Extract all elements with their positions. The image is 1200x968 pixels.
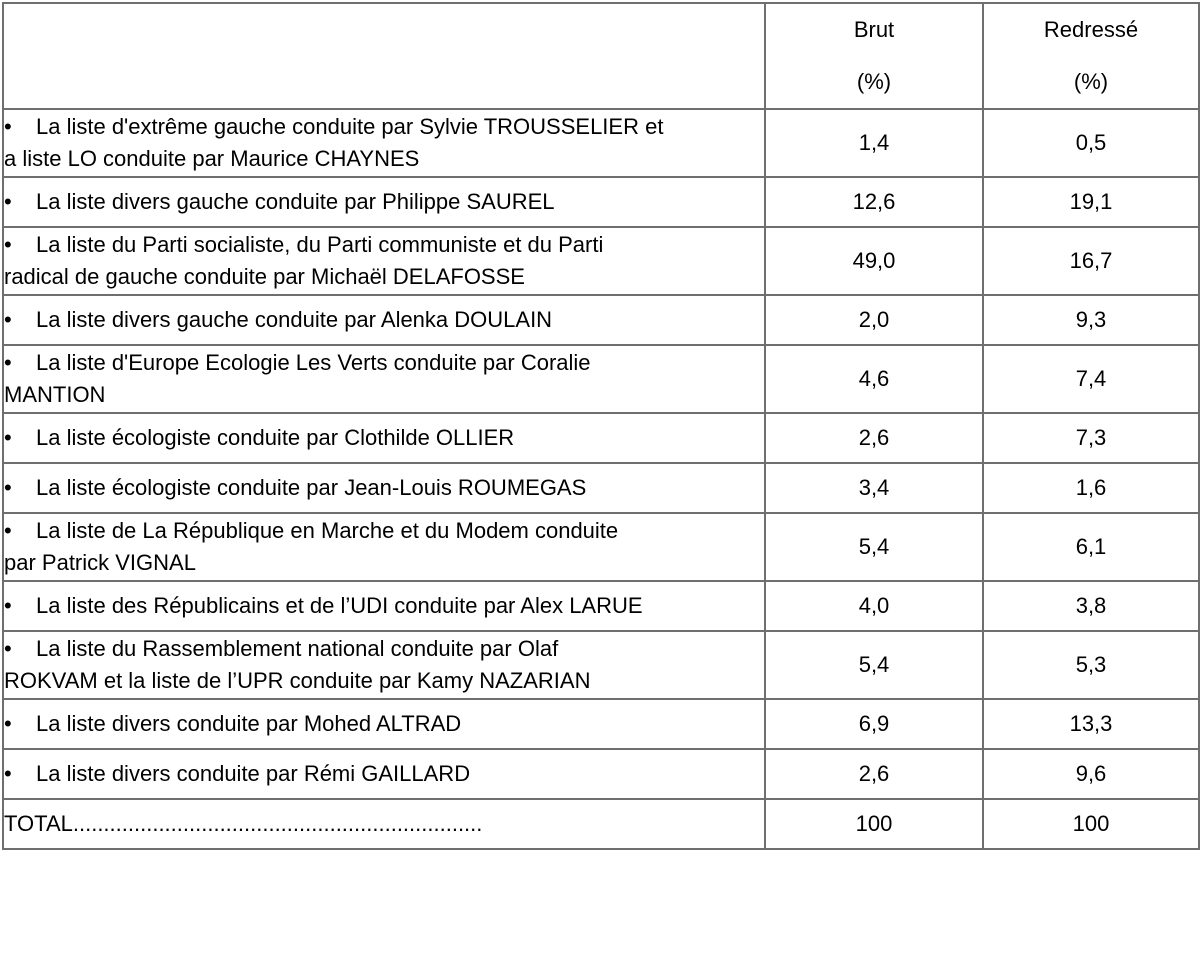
- list-label-cell: [3, 749, 765, 799]
- list-label-text: [36, 111, 764, 143]
- table-row: [3, 699, 1199, 749]
- total-brut: 100: [765, 799, 983, 849]
- redresse-value: 7,3: [983, 413, 1199, 463]
- list-label-text: [36, 229, 764, 261]
- header-brut-unit: (%): [856, 69, 892, 94]
- bullet-icon: •: [4, 189, 12, 214]
- bullet-icon: •: [4, 593, 12, 618]
- list-label-line-2: a liste LO conduite par Maurice CHAYNES: [4, 146, 420, 171]
- list-item: [4, 472, 764, 504]
- redresse-value: 3,8: [983, 581, 1199, 631]
- brut-value: 1,4: [765, 109, 983, 177]
- table-row: [3, 345, 1199, 413]
- bullet-icon: •: [4, 425, 12, 450]
- table-row: [3, 227, 1199, 295]
- list-label-cell: [3, 581, 765, 631]
- table-row: [3, 749, 1199, 799]
- list-item: [4, 590, 764, 622]
- redresse-value: 16,7: [983, 227, 1199, 295]
- header-redresse: [983, 3, 1199, 109]
- list-item: [4, 229, 764, 261]
- brut-value: 5,4: [765, 513, 983, 581]
- total-redresse: 100: [983, 799, 1199, 849]
- list-label-cell: [3, 413, 765, 463]
- redresse-value: 19,1: [983, 177, 1199, 227]
- list-item: [4, 111, 764, 143]
- redresse-value: 13,3: [983, 699, 1199, 749]
- redresse-value: 9,3: [983, 295, 1199, 345]
- bullet-icon: •: [4, 761, 12, 786]
- redresse-value: 0,5: [983, 109, 1199, 177]
- list-label-line-2: ROKVAM et la liste de l’UPR conduite par Kamy NAZARIAN: [4, 668, 591, 693]
- brut-value: 4,0: [765, 581, 983, 631]
- list-label-line-1: La liste divers gauche conduite par Philippe SAUREL: [36, 189, 555, 214]
- list-item: [4, 633, 764, 665]
- header-brut: [765, 3, 983, 109]
- bullet-icon: •: [4, 114, 12, 139]
- bullet-icon: •: [4, 518, 12, 543]
- brut-value: 6,9: [765, 699, 983, 749]
- list-label-line-1: La liste de La République en Marche et du Modem conduite: [36, 518, 619, 543]
- list-label-cell: [3, 631, 765, 699]
- table-row: [3, 295, 1199, 345]
- redresse-value: 9,6: [983, 749, 1199, 799]
- brut-value: 2,0: [765, 295, 983, 345]
- redresse-value: 5,3: [983, 631, 1199, 699]
- total-label: TOTAL...................................................................: [3, 799, 765, 849]
- bullet-icon: •: [4, 350, 12, 375]
- list-label-text: [36, 633, 764, 665]
- list-item: [4, 186, 764, 218]
- list-label-line-2: radical de gauche conduite par Michaël DELAFOSSE: [4, 264, 525, 289]
- list-label-line-1: La liste écologiste conduite par Clothilde OLLIER: [36, 425, 515, 450]
- bullet-icon: •: [4, 636, 12, 661]
- redresse-value: 1,6: [983, 463, 1199, 513]
- list-label-cell: [3, 463, 765, 513]
- list-label-cell: [3, 513, 765, 581]
- list-item: [4, 708, 764, 740]
- list-label-line-2: par Patrick VIGNAL: [4, 550, 196, 575]
- redresse-value: 7,4: [983, 345, 1199, 413]
- header-brut-title: Brut: [853, 17, 895, 42]
- list-label-cell: [3, 295, 765, 345]
- list-label-line-1: La liste du Rassemblement national conduite par Olaf: [36, 636, 559, 661]
- table-row: [3, 177, 1199, 227]
- list-label-cell: [3, 177, 765, 227]
- table-row: [3, 413, 1199, 463]
- list-label-cell: [3, 699, 765, 749]
- brut-value: 49,0: [765, 227, 983, 295]
- list-label-line-1: La liste écologiste conduite par Jean-Louis ROUMEGAS: [36, 475, 587, 500]
- list-label-line-1: La liste d'extrême gauche conduite par Sylvie TROUSSELIER et: [36, 114, 664, 139]
- list-label-line-1: La liste divers gauche conduite par Alenka DOULAIN: [36, 307, 553, 332]
- brut-value: 3,4: [765, 463, 983, 513]
- list-label-line-1: La liste du Parti socialiste, du Parti communiste et du Parti: [36, 232, 604, 257]
- list-label-line-1: La liste divers conduite par Rémi GAILLARD: [36, 761, 471, 786]
- bullet-icon: •: [4, 232, 12, 257]
- header-empty-cell: [3, 3, 765, 109]
- list-label-text: [36, 304, 764, 336]
- brut-value: 5,4: [765, 631, 983, 699]
- bullet-icon: •: [4, 475, 12, 500]
- list-item: [4, 515, 764, 547]
- table-row: [3, 513, 1199, 581]
- redresse-value: 6,1: [983, 513, 1199, 581]
- list-label-line-2: MANTION: [4, 382, 106, 407]
- brut-value: 2,6: [765, 749, 983, 799]
- list-label-cell: [3, 345, 765, 413]
- list-item: [4, 758, 764, 790]
- list-label-text: [36, 708, 764, 740]
- list-label-text: [36, 186, 764, 218]
- list-label-text: [36, 758, 764, 790]
- list-label-text: [36, 590, 764, 622]
- list-label-text: [36, 515, 764, 547]
- list-item: [4, 304, 764, 336]
- brut-value: 12,6: [765, 177, 983, 227]
- table-row: [3, 463, 1199, 513]
- header-redresse-title: Redressé: [1043, 17, 1139, 42]
- results-table: [2, 2, 1200, 850]
- list-label-line-1: La liste des Républicains et de l’UDI conduite par Alex LARUE: [36, 593, 643, 618]
- list-label-cell: [3, 109, 765, 177]
- list-item: [4, 347, 764, 379]
- brut-value: 2,6: [765, 413, 983, 463]
- header-redresse-unit: (%): [1073, 69, 1109, 94]
- list-label-text: [36, 422, 764, 454]
- list-label-line-1: La liste d'Europe Ecologie Les Verts conduite par Coralie: [36, 350, 591, 375]
- list-label-cell: [3, 227, 765, 295]
- list-item: [4, 422, 764, 454]
- brut-value: 4,6: [765, 345, 983, 413]
- bullet-icon: •: [4, 711, 12, 736]
- table-row: [3, 631, 1199, 699]
- list-label-text: [36, 472, 764, 504]
- table-row: [3, 581, 1199, 631]
- list-label-line-1: La liste divers conduite par Mohed ALTRAD: [36, 711, 462, 736]
- header-row: [3, 3, 1199, 109]
- list-label-text: [36, 347, 764, 379]
- table-row: [3, 109, 1199, 177]
- total-row: [3, 799, 1199, 849]
- bullet-icon: •: [4, 307, 12, 332]
